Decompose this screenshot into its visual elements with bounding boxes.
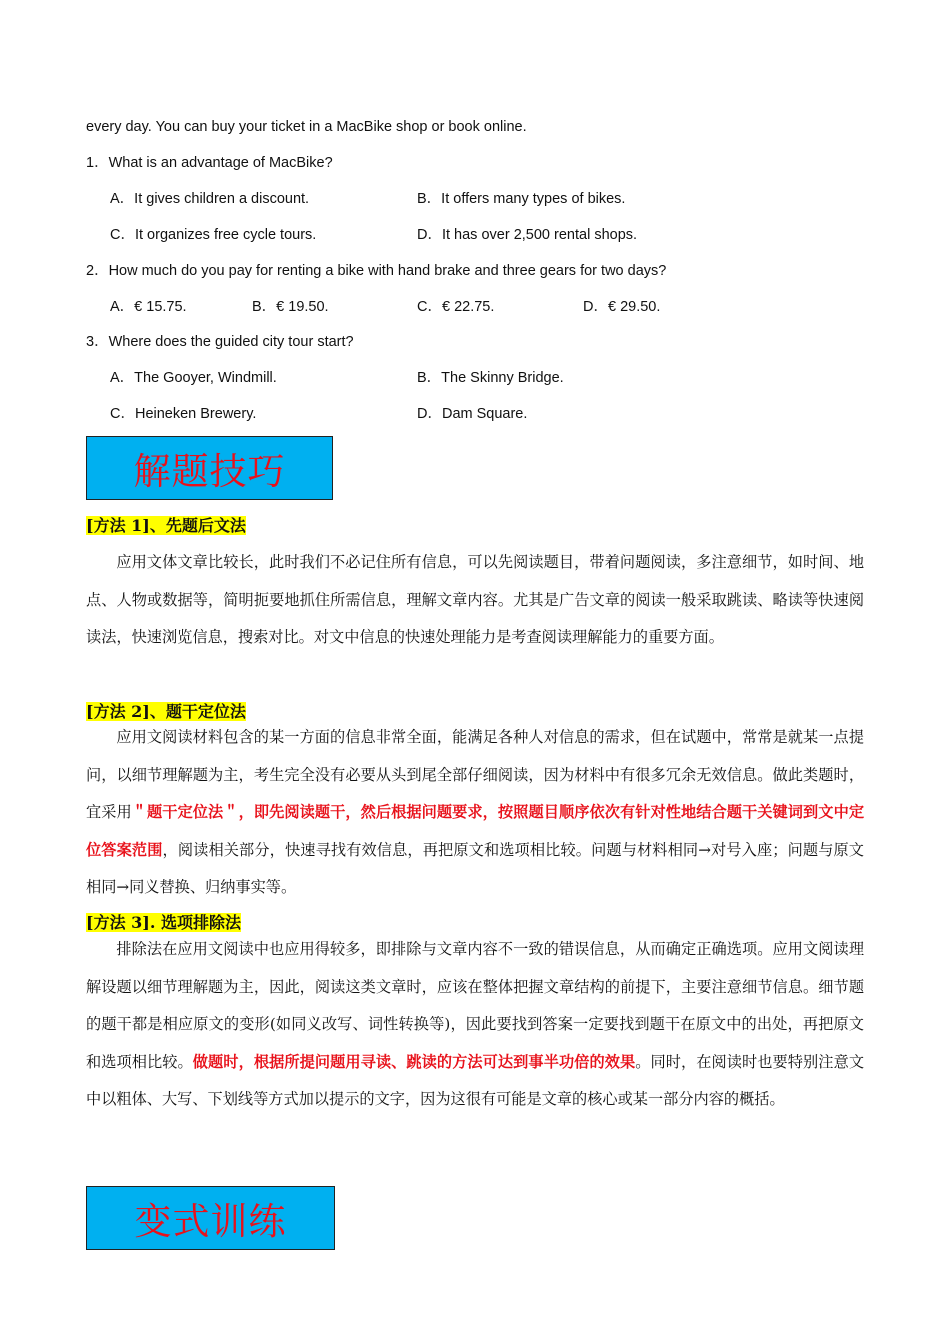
method-2-text-a: 应用文阅读材料包含的某一方面的信息非常全面，能满足各种人对信息的需求，但在试题中，常常是就某一点提问，以细节理解题为主，考生完全没有必要从头到尾全部仔细阅读，因为材料中有很多冗余无效信息。做此类题时，宜采用 [86, 728, 864, 821]
question-1-option-c[interactable]: C．It organizes free cycle tours. [110, 227, 317, 243]
question-2-stem: 2．How much do you pay for renting a bike with hand brake and three gears for two days? [86, 263, 667, 279]
question-1-stem: 1．What is an advantage of MacBike? [86, 155, 333, 171]
question-2-option-b[interactable]: B．€ 19.50. [252, 299, 329, 315]
method-3-paragraph [86, 931, 864, 1119]
practice-banner [86, 1186, 335, 1250]
tips-banner-title: 解题技巧 [133, 450, 286, 493]
method-2-text-b: ，阅读相关部分，快速寻找有效信息，再把原文和选项相比较。问题与材料相同→对号入座；问题与原文相同→同义替换、归纳事实等。 [86, 840, 864, 896]
method-1-heading [86, 516, 246, 536]
method-2-emphasis: ＂题干定位法＂，即先阅读题干，然后根据问题要求，按照题目顺序依次有针对性地结合题干关键词到文中定位答案范围 [86, 803, 865, 859]
question-3-option-c[interactable]: C．Heineken Brewery. [110, 406, 257, 422]
method-3-text-b: 。同时，在阅读时也要特别注意文中以粗体、大写、下划线等方式加以提示的文字，因为这很有可能是文章的核心或某一部分内容的概括。 [86, 1052, 865, 1108]
question-1-option-a[interactable]: A．It gives children a discount. [110, 191, 310, 207]
tips-banner [86, 436, 333, 500]
question-3-stem: 3．Where does the guided city tour start? [86, 334, 354, 350]
question-2-option-d[interactable]: D．€ 29.50. [583, 299, 661, 315]
method-2-heading-text: [方法 2]、题干定位法 [86, 702, 246, 721]
practice-banner-title: 变式训练 [134, 1200, 287, 1243]
method-3-text-a: 排除法在应用文阅读中也应用得较多，即排除与文章内容不一致的错误信息，从而确定正确选项。应用文阅读理解设题以细节理解题为主，因此，阅读这类文章时，应该在整体把握文章结构的前提下，主要注意细节信息。细节题的题干都是相应原文的变形(如同义改写、词性转换等)，因此要找到答案一定要找到题干在原文中的出处，再把原文和选项相比较。 [86, 940, 864, 1071]
method-3-heading-text: [方法 3]. 选项排除法 [86, 913, 241, 932]
method-1-paragraph: 应用文体文章比较长，此时我们不必记住所有信息，可以先阅读题目，带着问题阅读，多注意细节，如时间、地点、人物或数据等，简明扼要地抓住所需信息，理解文章内容。尤其是广告文章的阅读一般采取跳读、略读等快速阅读法，快速浏览信息，搜索对比。对文中信息的快速处理能力是考查阅读理解能力的重要方面。 [86, 553, 864, 646]
question-3-option-a[interactable]: A．The Gooyer, Windmill. [110, 370, 277, 386]
question-2-option-c[interactable]: C．€ 22.75. [417, 299, 495, 315]
method-3-heading [86, 913, 241, 933]
question-3-option-d[interactable]: D．Dam Square. [417, 406, 528, 422]
question-1-option-b[interactable]: B．It offers many types of bikes. [417, 191, 626, 207]
question-1-option-d[interactable]: D．It has over 2,500 rental shops. [417, 227, 638, 243]
question-2-option-a[interactable]: A．€ 15.75. [110, 299, 187, 315]
method-2-paragraph [86, 719, 864, 907]
method-3-emphasis: 做题时，根据所提问题用寻读、跳读的方法可达到事半功倍的效果 [192, 1052, 636, 1071]
question-3-option-b[interactable]: B．The Skinny Bridge. [417, 370, 564, 386]
method-1-heading-text: [方法 1]、先题后文法 [86, 516, 246, 535]
passage-tail: every day. You can buy your ticket in a MacBike shop or book online. [86, 119, 527, 135]
